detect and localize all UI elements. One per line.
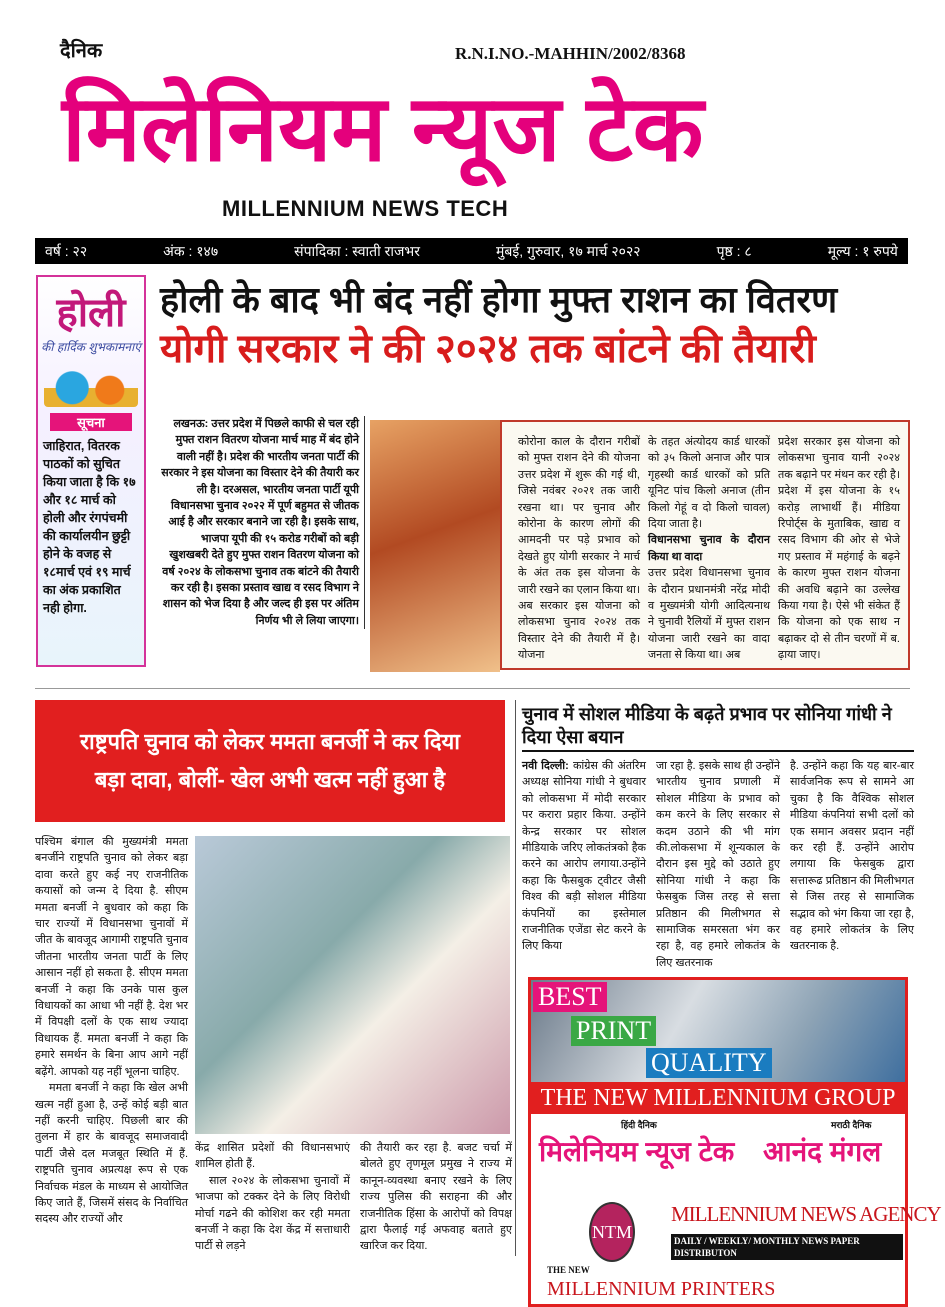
year: वर्ष : २२ <box>45 242 88 259</box>
ad-the-new: THE NEW <box>547 1265 590 1276</box>
ad-printers: MILLENNIUM PRINTERS <box>547 1278 776 1301</box>
lead-subheadline: योगी सरकार ने की २०२४ तक बांटने की तैयारी <box>160 327 816 372</box>
divider <box>35 688 910 689</box>
sonia-dateline: नवी दिल्ली: <box>522 760 569 772</box>
color-bowls-image <box>44 359 138 407</box>
mamata-para-3: केंद्र शासित प्रदेशों की विधानसभाएं शामिल होती हैं. <box>195 1142 350 1171</box>
sonia-col-2: जा रहा है. इसके साथ ही उन्होंने भारतीय चुनाव प्रणाली में सोशल मीडिया के प्रभाव को कम करने के लिए सरकार से कदम उठाने की भी मांग की.लोकसभा में शून्यकाल के दौरान इस मुद्दे को उठाते हुए सोनिया गांधी ने कहा कि फेसबुक जिस तरह से सत्ता प्रतिष्ठान की मिलीभगत से सामाजिक समरसता भंग कर रहा है, वह हमारे लोकतंत्र के लिए खतरनाक <box>656 760 780 969</box>
ad-print: PRINT <box>571 1016 656 1046</box>
date: मुंबई, गुरुवार, १७ मार्च २०२२ <box>495 242 641 259</box>
lead-col-1: कोरोना काल के दौरान गरीबों को मुफ्त राशन देने की योजना उत्तर प्रदेश में शुरू की गई थी, जिसे नवंबर २०२१ तक जारी रखना था। पर चुनाव और कोरोना के कारण लोगों की आमदनी पर पड़े प्रभाव को देखते हुए योगी सरकार ने मार्च के अंत तक इस योजना के जारी रखने का एलान किया था। अब सरकार इस योजना को लोकसभा चुनाव २०२४ तक विस्तार देने की तैयारी में है। योजना <box>518 436 640 662</box>
notice-title: सूचना <box>50 413 132 431</box>
mamata-headline <box>35 700 505 822</box>
info-bar <box>35 238 908 264</box>
mamata-para-2: ममता बनर्जी ने कहा कि खेल अभी खत्म नहीं हुआ है, उन्हें कोई बड़ी बात नहीं करनी चाहिए. पिछली बार की तुलना में हार के बावजूद समाजवादी पार्टी जैसे दल मजबूत स्थिति में हैं. राष्ट्रपति चुनाव अप्रत्यक्ष रूप से एक निर्वाचक मंडल के माध्यम से आयोजित किए जाते हैं, जिसमें संसद के निर्वाचित सदस्य और राज्यों और <box>35 1082 188 1226</box>
lead-intro: लखनऊ: उत्तर प्रदेश में पिछले काफी से चल रही मुफ्त राशन वितरण योजना मार्च माह में बंद होने वाली नहीं है। प्रदेश की भारतीय जनता पार्टी की सरकार ने इस योजना का विस्तार देने की तैयारी कर ली है। दरअसल, भारतीय जनता पार्टी यूपी विधानसभा चुनाव २०२२ में पूर्ण बहुमत से जीतक आई है और सरकार बनाने जा रही है। इसके साथ, भाजपा यूपी की १५ करोड गरीबों को बड़ी खुशखबरी देते हुए मुफ्त राशन वितरण योजना को वर्ष २०२४ के लोकसभा चुनाव तक बांटने की तैयारी कर रही है। इसका प्रस्ताव खाद्य व रसद विभाग ने शासन को भेज दिया है और जल्द ही इस पर अंतिम निर्णय भी ले लिया जाएगा। <box>160 416 365 629</box>
yogi-photo <box>370 420 500 672</box>
ad-hindi-daily: हिंदी दैनिक <box>621 1120 657 1131</box>
lead-col-3: प्रदेश सरकार इस योजना को लोकसभा चुनाव यानी २०२४ तक बढ़ाने पर मंथन कर रही है। प्रदेश में इस योजना के १५ करोड़ लाभार्थी हैं। मीडिया रिपोर्ट्स के मुताबिक, खाद्य व रसद विभाग की ओर से भेजे गए प्रस्ताव में महंगाई के बढ़ने के कारण मुफ्त राशन योजना की अवधि बढ़ाने का उल्लेख किया गया है। ऐसे भी संकेत हैं कि योजना को एक साथ न बढ़ाकर दो से तीन चरणों में ब. ढ़ाया जाए। <box>778 436 900 662</box>
ad-group-name: THE NEW MILLENNIUM GROUP <box>531 1082 905 1114</box>
editor: संपादिका : स्वाती राजभर <box>294 242 420 259</box>
mamata-photo <box>195 836 510 1134</box>
sonia-headline: चुनाव में सोशल मीडिया के बढ़ते प्रभाव पर सोनिया गांधी ने दिया ऐसा बयान <box>522 703 914 752</box>
ad-agency: MILLENNIUM NEWS AGENCY <box>671 1202 941 1227</box>
printing-press-image <box>531 980 905 1082</box>
mamata-col-2 <box>195 1140 350 1255</box>
notice-text: जाहिरात, वितरक पाठकों को सुचित किया जाता है कि १७ और १८ मार्च को होली और रंगपंचमी की कार्यालयीन छुट्टी होने के वजह से १८मार्च एवं १९ मार्च का अंक प्रकाशित नही होगा. <box>43 439 136 615</box>
ntm-logo: NTM <box>589 1202 635 1262</box>
lead-col-2b: उत्तर प्रदेश विधानसभा चुनाव के दौरान प्रधानमंत्री नरेंद्र मोदी व मुख्यमंत्री योगी आदित्यनाथ ने चुनावी रैलियों में मुफ्त राशन योजना जारी रखने का वादा जनता से किया था। अब <box>648 567 770 662</box>
lead-col-2a: के तहत अंत्योदय कार्ड धारकों को ३५ किलो अनाज और पात्र गृहस्थी कार्ड धारकों को प्रति यूनिट पांच किलो अनाज (तीन किलो गेहूं व दो किलो चावल) दिया जाता है। <box>648 436 770 531</box>
mamata-para-1: पश्चिम बंगाल की मुख्यमंत्री ममता बनर्जीने राष्ट्रपति चुनाव को लेकर बड़ा दावा करते हुए कई नए राजनीतिक कयासों को जन्म दे दिया है. सीएम ममता बनर्जी ने बुधवार को कहा कि चार राज्यों में विधानसभा चुनावों में जीत के बावजूद आगामी राष्ट्रपति चुनाव जीतना भारतीय जनता पार्टी के लिए आसान नहीं हो सकता है. सीएम ममता बनर्जी ने कहा कि उनके पास कुल विधायकों का आधा भी नहीं है. देश भर में विपक्षी दलों के एक साथ ज्यादा विधायक हैं. ममता बनर्जी ने कहा कि हमारे समर्थन के बिना आप आगे नहीं बढ़ेंगे. आपको यह नहीं भूलना चाहिए. <box>35 836 188 1078</box>
right-column <box>522 703 941 1307</box>
lead-subhead: विधानसभा चुनाव के दौरान किया था वादा <box>648 534 770 563</box>
lead-col-2 <box>648 434 770 664</box>
masthead-title: मिलेनियम न्यूज टेक <box>62 78 704 180</box>
masthead-english: MILLENNIUM NEWS TECH <box>222 196 509 221</box>
ad-distribution: DAILY / WEEKLY/ MONTHLY NEWS PAPER DISTRIBUTON <box>671 1234 903 1260</box>
ad-marathi-daily: मराठी दैनिक <box>831 1120 872 1131</box>
lead-headline: होली के बाद भी बंद नहीं होगा मुफ्त राशन का वितरण <box>160 279 838 320</box>
ad-best: BEST <box>533 982 607 1012</box>
ad-paper-2: आनंद मंगल <box>763 1136 882 1168</box>
holi-notice-sidebar <box>36 275 146 667</box>
holi-title: होली <box>56 291 126 335</box>
daily-label: दैनिक <box>60 40 103 62</box>
rni-number: R.N.I.NO.-MAHHIN/2002/8368 <box>455 44 686 63</box>
millennium-group-ad <box>528 977 941 1307</box>
mamata-headline-line-2: बड़ा दावा, बोलीं- खेल अभी खत्म नहीं हुआ है <box>94 767 446 792</box>
issue: अंक : १४७ <box>163 242 219 259</box>
ad-quality: QUALITY <box>646 1048 772 1078</box>
lead-headlines <box>160 278 912 373</box>
mamata-headline-line-1: राष्ट्रपति चुनाव को लेकर ममता बनर्जी ने कर दिया <box>80 729 460 754</box>
sonia-article <box>522 758 914 971</box>
sonia-col-3: है. उन्होंने कहा कि यह बार-बार सार्वजनिक रूप से सामने आ चुका है कि वैश्विक सोशल मीडिया कंपनियां सभी दलों को एक समान अवसर प्रदान नहीं कर रही हैं. उन्होंने आरोप लगाया कि फेसबुक द्वारा सत्तारूढ प्रतिष्ठान की मिलीभगत से जिस तरह से सामाजिक सद्भाव को भंग किया जा रहा है, वह हमारे लोकतंत्र के लिए खतरनाक है. <box>790 760 914 953</box>
ad-paper-1: मिलेनियम न्यूज टेक <box>539 1136 735 1168</box>
holi-wish: की हार्दिक शुभकामनाएं <box>41 340 141 354</box>
column-rule <box>515 700 516 1256</box>
pages: पृष्ठ : ८ <box>716 242 752 259</box>
lead-boxed-article <box>500 420 910 670</box>
price: मूल्य : १ रुपये <box>827 242 898 259</box>
sonia-col-1-text: कांग्रेस की अंतरिम अध्यक्ष सोनिया गांधी ने बुधवार को लोकसभा में मोदी सरकार पर करारा प्रहार किया. उन्होंने केन्द्र सरकार पर सोशल मीडियाके जरिए लोकतंत्रको हैक करने का आरोप लगाया.उन्होंने कहा कि फैसबुक ट्वीटर जैसी विश्व की बड़ी सोशल मीडिया कंपनियों का इस्तेमाल राजनीतिक एजेंडा सेट करने के लिए किया <box>522 760 647 953</box>
mamata-col-1 <box>35 834 188 1228</box>
mamata-col-3: की तैयारी कर रहा है. बजट चर्चा में बोलते हुए तृणमूल प्रमुख ने राज्य में कानून-व्यवस्था बनाए रखने के लिए राज्य पुलिस की सराहना की और राजनीतिक हिंसा के आरोपों को विपक्ष द्वारा फैलाई गई अफवाह बताते हुए खारिज कर दिया. <box>360 1142 512 1253</box>
mamata-para-4: साल २०२४ के लोकसभा चुनावों में भाजपा को टक्कर देने के लिए विरोधी मोर्चा गढने की कोशिश कर रही ममता बनर्जी ने कहा कि देश केंद्र में सत्ताधारी पार्टी से लड़ने <box>195 1174 350 1253</box>
sonia-col-1 <box>522 758 646 971</box>
